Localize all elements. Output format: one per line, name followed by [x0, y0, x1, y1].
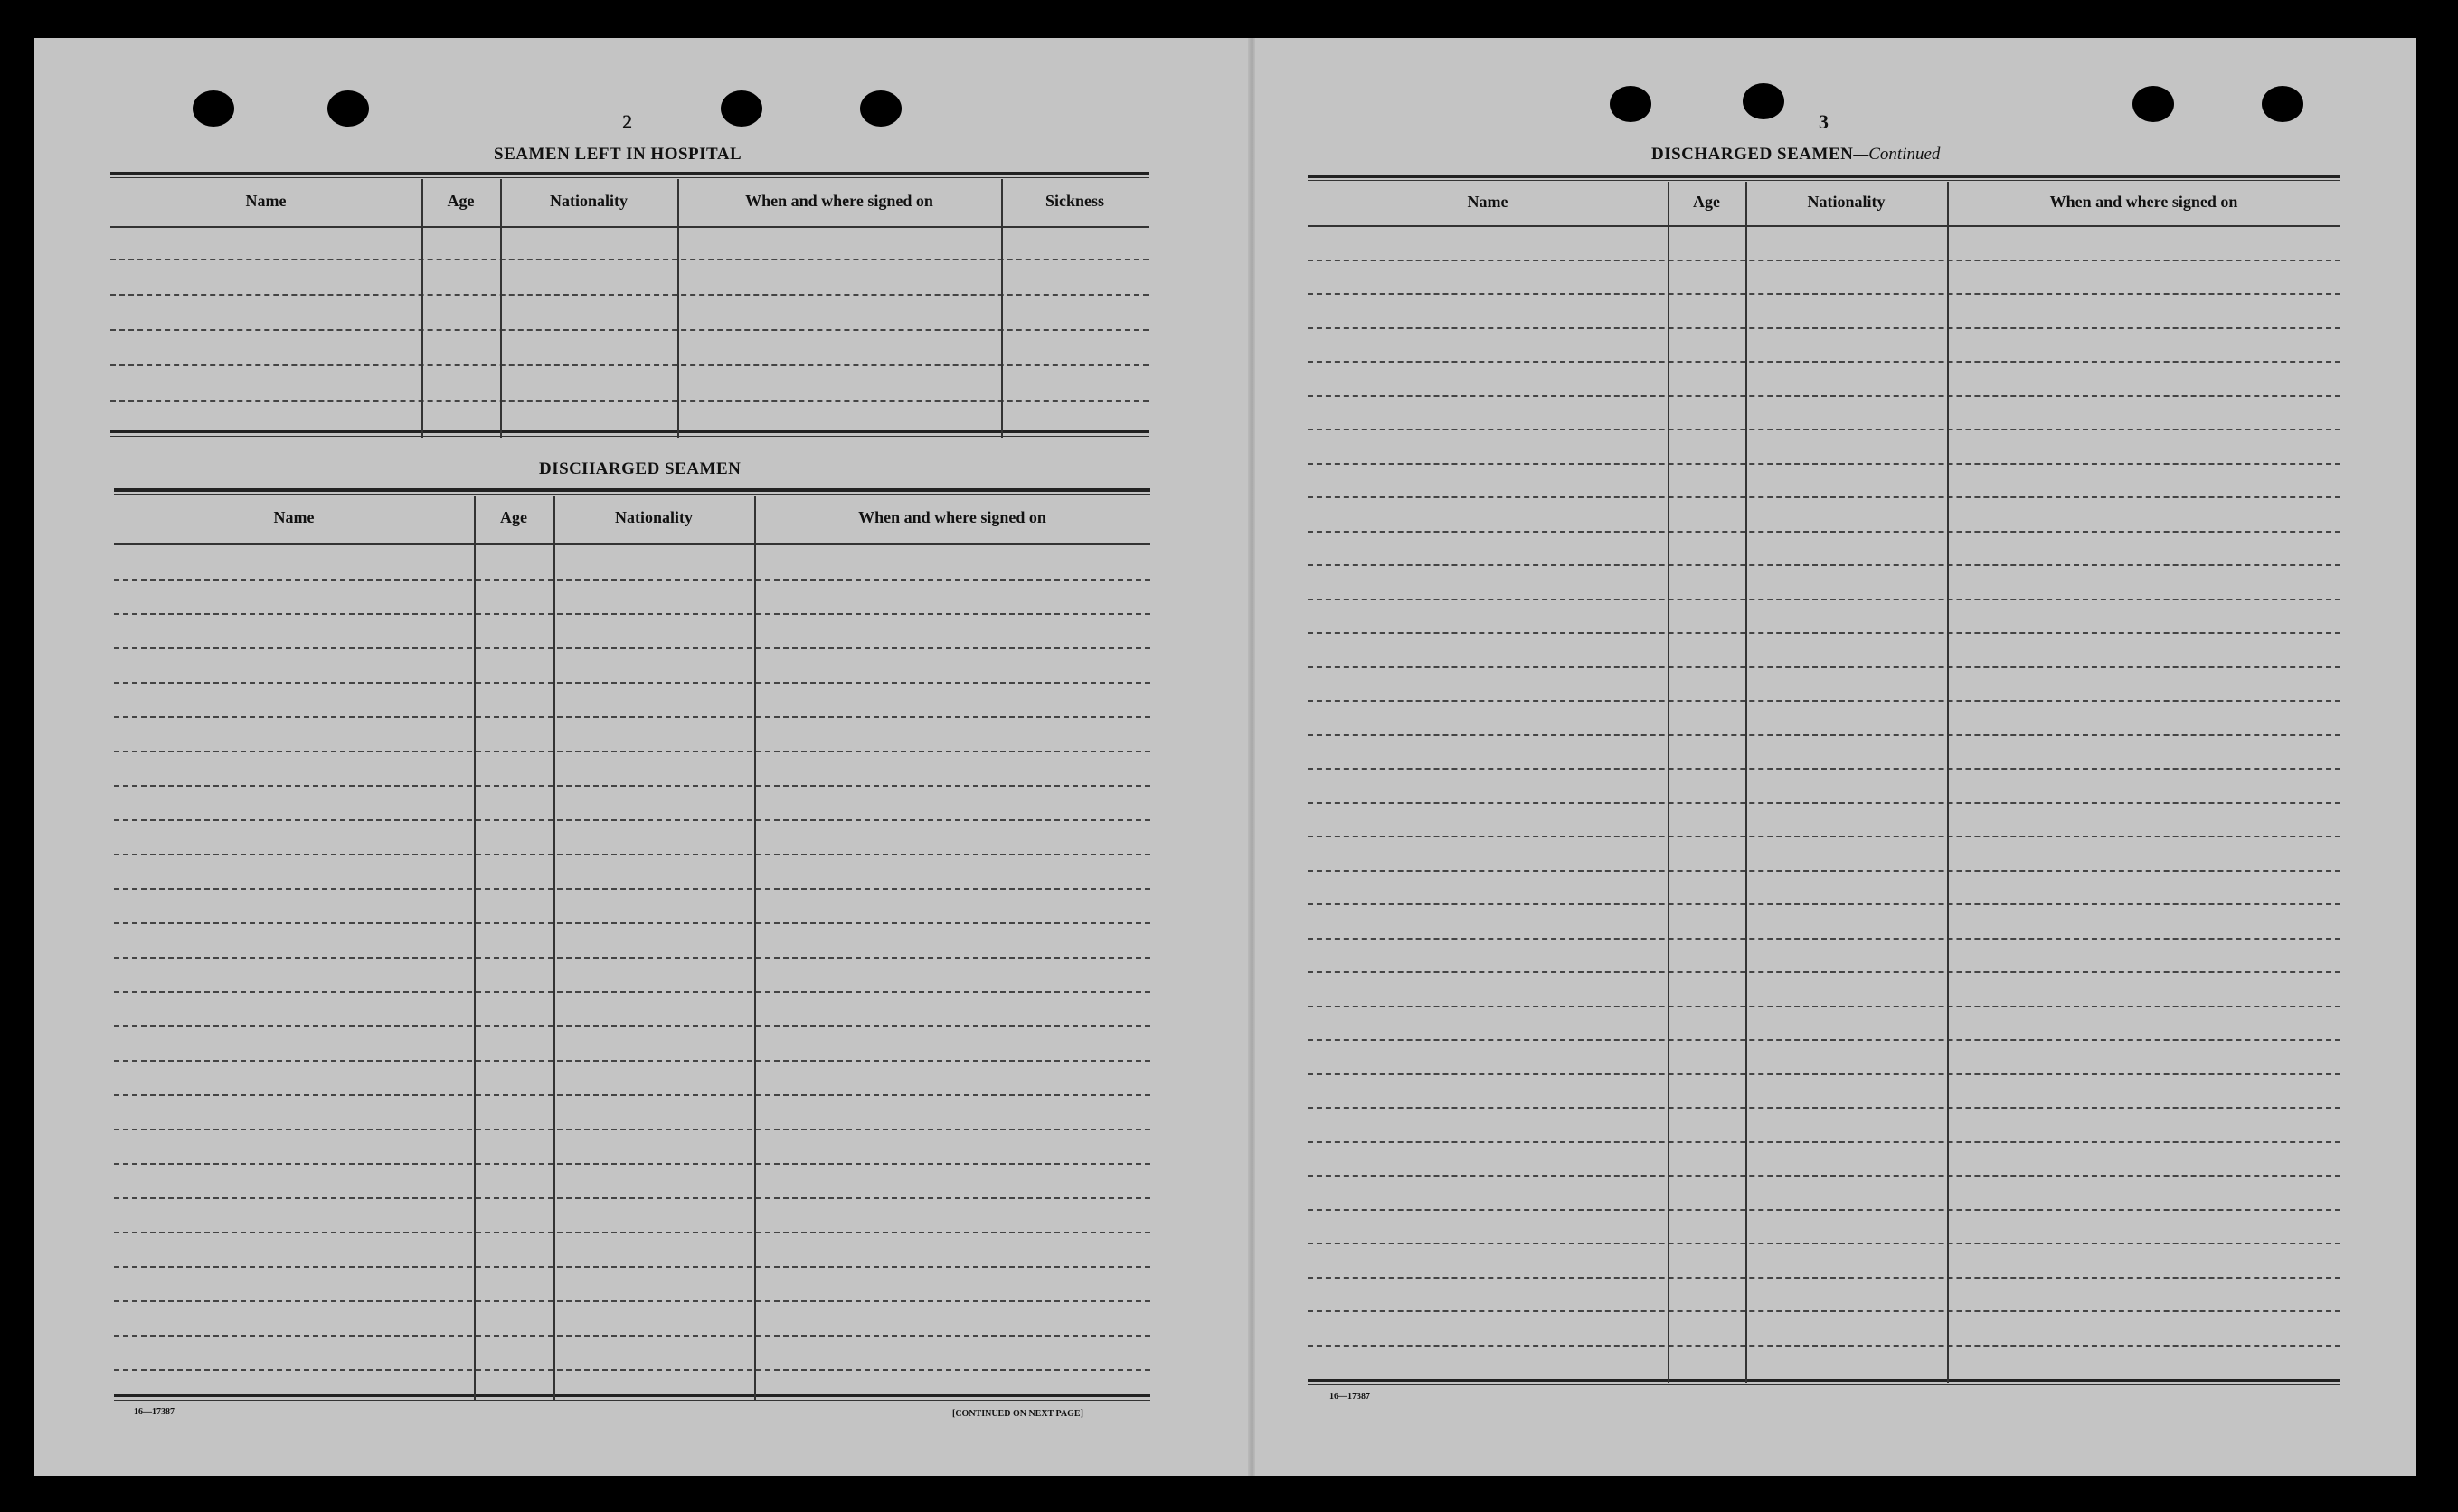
table-row	[114, 647, 1150, 649]
table-row	[114, 785, 1150, 787]
table-row	[114, 1129, 1150, 1130]
table-row	[114, 1197, 1150, 1199]
column-header-when-where: When and where signed on	[858, 508, 1046, 526]
table-row	[114, 751, 1150, 752]
column-header-name: Name	[1467, 193, 1508, 211]
column-header-name: Name	[245, 192, 287, 210]
table-row	[114, 1060, 1150, 1062]
punch-hole	[2132, 86, 2174, 122]
table-row	[1308, 429, 2340, 430]
table-row	[1308, 632, 2340, 634]
column-header-sickness: Sickness	[1045, 192, 1105, 210]
title-suffix: —Continued	[1853, 145, 1941, 164]
form-number: 16—17387	[1329, 1392, 1370, 1402]
table-row	[1308, 768, 2340, 770]
table-row	[1308, 564, 2340, 566]
table-row	[1308, 836, 2340, 837]
discharged-table-left	[114, 488, 1150, 1402]
column-header-when-where: When and where signed on	[2049, 193, 2238, 211]
table-row	[114, 613, 1150, 615]
table-row	[114, 1094, 1150, 1096]
table-row	[114, 922, 1150, 924]
column-header-name: Name	[273, 508, 315, 526]
punch-hole	[327, 90, 369, 127]
table-row	[1308, 293, 2340, 295]
table-row	[1308, 734, 2340, 736]
table-row	[1308, 938, 2340, 940]
discharged-continued-title	[1651, 145, 1940, 165]
table-row	[110, 400, 1149, 402]
table-row	[114, 888, 1150, 890]
table-row	[1308, 700, 2340, 702]
table-row	[1308, 1209, 2340, 1211]
discharged-table-right	[1308, 175, 2340, 1388]
table-row	[114, 1163, 1150, 1165]
table-row	[114, 1025, 1150, 1027]
table-row	[1308, 395, 2340, 397]
table-row	[110, 329, 1149, 331]
column-header-nationality: Nationality	[1807, 193, 1886, 211]
table-row	[1308, 260, 2340, 261]
column-header-age: Age	[1693, 193, 1720, 211]
table-row	[1308, 361, 2340, 363]
column-header-nationality: Nationality	[549, 192, 628, 210]
table-row	[1308, 903, 2340, 905]
table-row	[1308, 1310, 2340, 1312]
table-row	[1308, 802, 2340, 804]
table-row	[1308, 870, 2340, 872]
table-row	[1308, 599, 2340, 600]
punch-hole	[721, 90, 762, 127]
table-row	[1308, 1006, 2340, 1007]
column-header-age: Age	[500, 508, 527, 526]
table-row	[1308, 1107, 2340, 1109]
table-row	[110, 364, 1149, 366]
hospital-table	[110, 172, 1149, 438]
table-row	[1308, 1277, 2340, 1279]
table-row	[1308, 463, 2340, 465]
column-header-when-where: When and where signed on	[745, 192, 933, 210]
table-row	[114, 716, 1150, 718]
table-row	[1308, 1243, 2340, 1244]
table-row	[1308, 1039, 2340, 1041]
page-fold	[1248, 38, 1255, 1476]
table-row	[114, 819, 1150, 821]
table-row	[114, 991, 1150, 993]
form-number: 16—17387	[134, 1407, 175, 1417]
table-row	[114, 682, 1150, 684]
punch-hole	[860, 90, 902, 127]
column-header-age: Age	[447, 192, 475, 210]
table-row	[114, 1335, 1150, 1337]
table-row	[114, 1369, 1150, 1371]
table-row	[114, 1232, 1150, 1233]
punch-hole	[1610, 86, 1651, 122]
table-row	[114, 1266, 1150, 1268]
page-number: 2	[622, 110, 632, 133]
table-row	[110, 259, 1149, 260]
table-row	[114, 854, 1150, 855]
table-row	[1308, 971, 2340, 973]
table-row	[110, 294, 1149, 296]
punch-hole	[1743, 83, 1784, 119]
table-row	[1308, 327, 2340, 329]
table-row	[1308, 496, 2340, 498]
page-number: 3	[1819, 110, 1829, 133]
table-row	[114, 957, 1150, 959]
title-main: DISCHARGED SEAMEN	[1651, 145, 1854, 164]
discharged-section-title: DISCHARGED SEAMEN	[539, 459, 742, 478]
continued-note: [CONTINUED ON NEXT PAGE]	[952, 1409, 1083, 1419]
table-row	[1308, 1073, 2340, 1075]
hospital-section-title: SEAMEN LEFT IN HOSPITAL	[494, 145, 742, 164]
table-row	[1308, 531, 2340, 533]
table-row	[114, 1300, 1150, 1302]
table-row	[1308, 666, 2340, 668]
table-row	[1308, 1141, 2340, 1143]
punch-hole	[193, 90, 234, 127]
table-row	[1308, 1175, 2340, 1177]
punch-hole	[2262, 86, 2303, 122]
table-row	[1308, 1345, 2340, 1347]
column-header-nationality: Nationality	[614, 508, 693, 526]
table-row	[114, 579, 1150, 581]
